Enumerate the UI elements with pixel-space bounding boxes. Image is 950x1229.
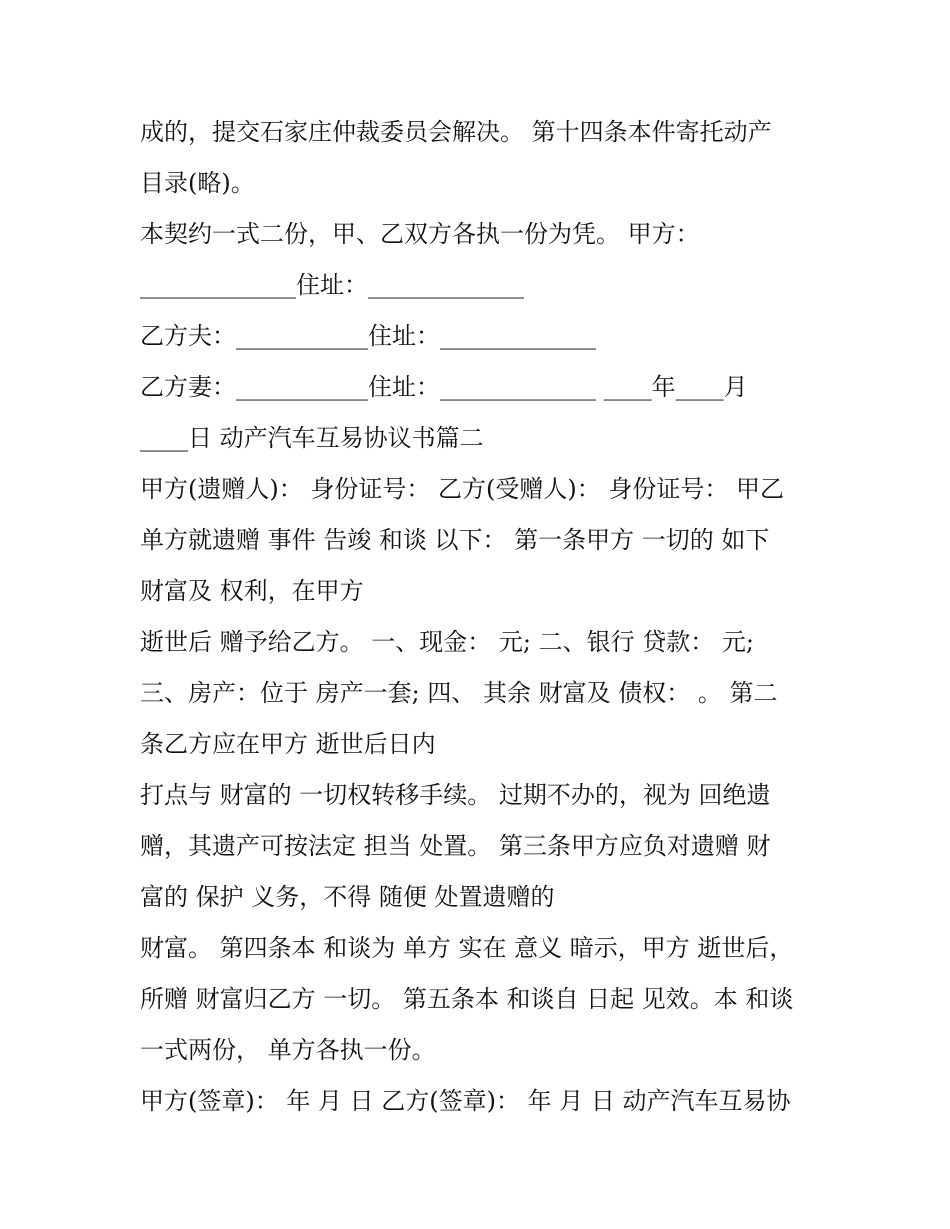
text-line: 财富及 权利，在甲方 bbox=[140, 577, 364, 605]
text-line: ____日 动产汽车互易协议书篇二 bbox=[140, 424, 484, 452]
text-line: 乙方夫：___________住址：_____________ bbox=[140, 322, 596, 350]
text-line: 成的，提交石家庄仲裁委员会解决。 第十四条本件寄托动产 bbox=[140, 118, 772, 146]
text-line: 目录(略)。 bbox=[140, 169, 255, 197]
text-line: 富的 保护 义务，不得 随便 处置遗赠的 bbox=[140, 883, 555, 911]
text-line: 赠，其遗产可按法定 担当 处置。 第三条甲方应负对遗赠 财 bbox=[140, 832, 771, 860]
text-line: 单方就遗赠 事件 告竣 和谈 以下： 第一条甲方 一切的 如下 bbox=[140, 526, 770, 554]
text-line: 甲方(签章)： 年 月 日 乙方(签章)： 年 月 日 动产汽车互易协 bbox=[140, 1087, 791, 1115]
text-line: 本契约一式二份，甲、乙双方各执一份为凭。 甲方： bbox=[140, 220, 700, 248]
text-line: _____________住址：_____________ bbox=[140, 271, 524, 299]
text-line: 打点与 财富的 一切权转移手续。 过期不办的，视为 回绝遗 bbox=[140, 781, 771, 809]
text-line: 乙方妻：___________住址：_____________ ____年____月 bbox=[140, 373, 748, 401]
text-line: 所赠 财富归乙方 一切。 第五条本 和谈自 日起 见效。本 和谈 bbox=[140, 985, 794, 1013]
text-line: 一式两份， 单方各执一份。 bbox=[140, 1036, 436, 1064]
text-line: 条乙方应在甲方 逝世后日内 bbox=[140, 730, 436, 758]
text-line: 甲方(遗赠人)： 身份证号： 乙方(受赠人)： 身份证号： 甲乙 bbox=[140, 475, 784, 503]
text-line: 逝世后 赠予给乙方。 一、现金： 元; 二、银行 贷款： 元; bbox=[140, 628, 754, 656]
text-line: 财富。 第四条本 和谈为 单方 实在 意义 暗示，甲方 逝世后， bbox=[140, 934, 794, 962]
text-line: 三、房产：位于 房产一套; 四、 其余 财富及 债权： 。 第二 bbox=[140, 679, 778, 707]
